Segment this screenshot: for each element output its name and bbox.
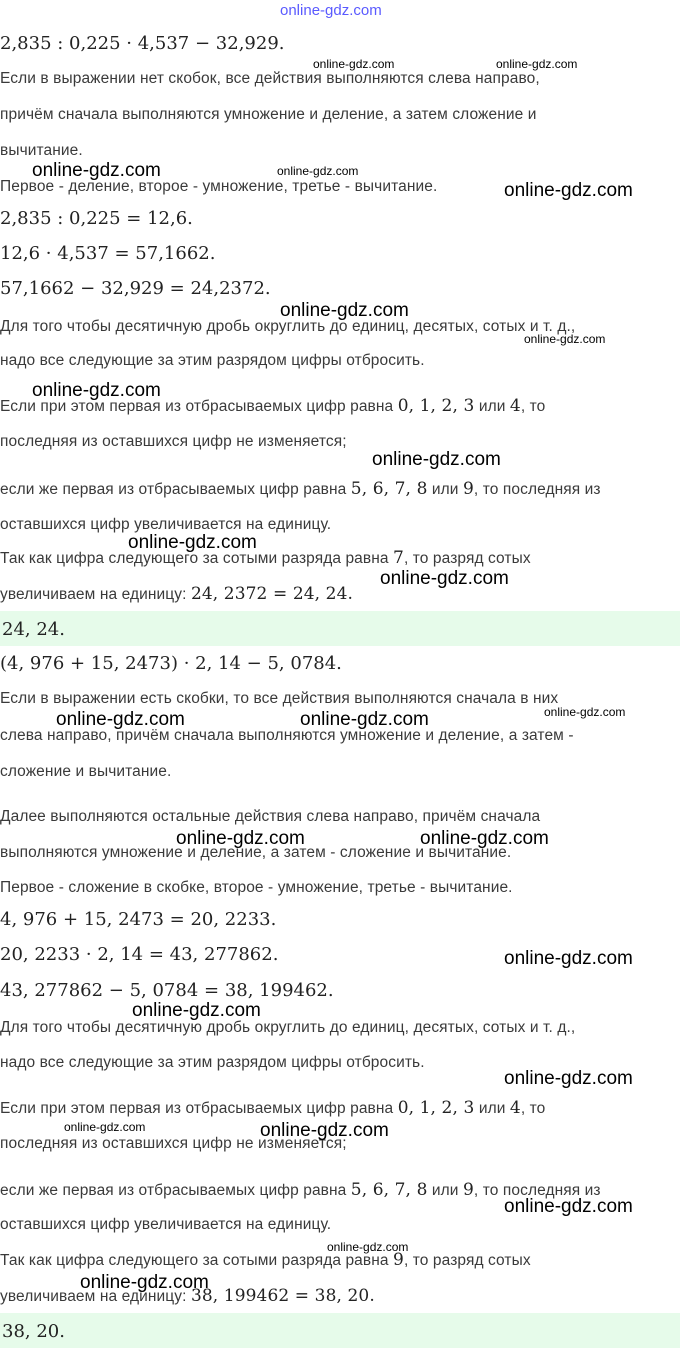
p1-if-post: , то bbox=[520, 398, 546, 415]
p2-since-post: , то разряд сотых bbox=[403, 1252, 531, 1269]
watermark: online-gdz.com bbox=[32, 160, 161, 181]
watermark: online-gdz.com bbox=[176, 828, 305, 849]
p1-since-pre: Так как цифра следующего за сотыми разряда равна bbox=[0, 550, 389, 567]
p1-rule-line2: причём сначала выполняются умножение и деление, а затем сложение и bbox=[0, 106, 537, 123]
p1-step2: 12,6 · 4,537 = 57,1662. bbox=[0, 243, 216, 264]
p2-rule-line3: сложение и вычитание. bbox=[0, 763, 172, 780]
watermark: online-gdz.com bbox=[132, 1000, 261, 1021]
p2-rule-line2: слева направо, причём сначала выполняются умножение и деление, а затем - bbox=[0, 727, 574, 744]
watermark: online-gdz.com bbox=[64, 1120, 146, 1134]
watermark: online-gdz.com bbox=[313, 57, 395, 71]
watermark: online-gdz.com bbox=[524, 332, 606, 346]
p1-rule-line3: вычитание. bbox=[0, 142, 83, 159]
watermark: online-gdz.com bbox=[496, 57, 578, 71]
p1-since2-math: 24, 2372 = 24, 24. bbox=[190, 584, 353, 604]
p2-if-or: или bbox=[478, 1100, 506, 1117]
watermark: online-gdz.com bbox=[380, 568, 509, 589]
watermark: online-gdz.com bbox=[544, 705, 626, 719]
p1-since2-pre: увеличиваем на единицу: bbox=[0, 586, 187, 603]
watermark: online-gdz.com bbox=[504, 1068, 633, 1089]
p1-else-post: , то последняя из bbox=[473, 481, 601, 498]
p2-if-digits: 0, 1, 2, 3 bbox=[397, 1098, 475, 1118]
watermark: online-gdz.com bbox=[260, 1120, 389, 1141]
p1-answer-box bbox=[0, 611, 680, 646]
p1-since-post: , то разряд сотых bbox=[403, 550, 531, 567]
site-header-watermark[interactable]: online-gdz.com bbox=[280, 2, 382, 19]
p2-rule-line1: Если в выражении есть скобки, то все действия выполняются сначала в них bbox=[0, 690, 559, 707]
watermark: online-gdz.com bbox=[300, 709, 429, 730]
p1-round-rule-line2: надо все следующие за этим разрядом цифры отбросить. bbox=[0, 352, 425, 369]
watermark: online-gdz.com bbox=[128, 532, 257, 553]
p2-else-last: 9 bbox=[463, 1180, 474, 1200]
p2-next-line1: Далее выполняются остальные действия слева направо, причём сначала bbox=[0, 808, 541, 825]
p2-round-rule-line2: надо все следующие за этим разрядом цифры отбросить. bbox=[0, 1054, 425, 1071]
p2-since2-math: 38, 199462 = 38, 20. bbox=[190, 1286, 375, 1306]
p1-else-line2: оставшихся цифр увеличивается на единицу. bbox=[0, 516, 332, 533]
p1-else-last: 9 bbox=[463, 479, 474, 499]
watermark: online-gdz.com bbox=[504, 180, 633, 201]
problem1-expression: 2,835 : 0,225 · 4,537 − 32,929. bbox=[0, 33, 285, 54]
p2-order-line: Первое - сложение в скобке, второе - умножение, третье - вычитание. bbox=[0, 879, 513, 896]
p1-else-pre: если же первая из отбрасываемых цифр равна bbox=[0, 481, 347, 498]
p2-else-post: , то последняя из bbox=[473, 1182, 601, 1199]
watermark: online-gdz.com bbox=[327, 1240, 409, 1254]
p1-step3: 57,1662 − 32,929 = 24,2372. bbox=[0, 278, 271, 299]
p1-since-line1 bbox=[0, 550, 531, 567]
p2-next-line2: выполняются умножение и деление, а затем - сложение и вычитание. bbox=[0, 844, 512, 861]
p2-if-post: , то bbox=[520, 1100, 546, 1117]
watermark: online-gdz.com bbox=[32, 380, 161, 401]
p1-since-line2 bbox=[0, 586, 353, 603]
watermark: online-gdz.com bbox=[420, 828, 549, 849]
p2-if-last: 4 bbox=[509, 1098, 521, 1118]
p2-since2-pre: увеличиваем на единицу: bbox=[0, 1288, 187, 1305]
p1-else-or: или bbox=[431, 481, 459, 498]
p2-round-rule-line1: Для того чтобы десятичную дробь округлить до единиц, десятых, сотых и т. д., bbox=[0, 1019, 576, 1036]
watermark: online-gdz.com bbox=[277, 164, 359, 178]
watermark: online-gdz.com bbox=[504, 1196, 633, 1217]
p2-since-pre: Так как цифра следующего за сотыми разряда равна bbox=[0, 1252, 389, 1269]
watermark: online-gdz.com bbox=[56, 709, 185, 730]
p2-since-digit: 9 bbox=[393, 1250, 404, 1270]
p1-step1: 2,835 : 0,225 = 12,6. bbox=[0, 208, 193, 229]
p1-since-digit: 7 bbox=[393, 548, 404, 568]
p2-answer-box bbox=[0, 1313, 680, 1348]
p1-else-digits: 5, 6, 7, 8 bbox=[350, 479, 428, 499]
p2-else-line2: оставшихся цифр увеличивается на единицу. bbox=[0, 1216, 332, 1233]
p2-if-line1 bbox=[0, 1100, 545, 1117]
p2-step1: 4, 976 + 15, 2473 = 20, 2233. bbox=[0, 909, 277, 930]
p1-if-line2: последняя из оставшихся цифр не изменяется; bbox=[0, 433, 347, 450]
problem2-expression: (4, 976 + 15, 2473) · 2, 14 − 5, 0784. bbox=[0, 653, 342, 674]
p1-if-pre: Если при этом первая из отбрасываемых цифр равна bbox=[0, 398, 394, 415]
p1-if-last: 4 bbox=[509, 396, 521, 416]
p1-order-line: Первое - деление, второе - умножение, третье - вычитание. bbox=[0, 178, 438, 195]
p2-since-line1 bbox=[0, 1252, 531, 1269]
p1-round-rule-line1: Для того чтобы десятичную дробь округлить до единиц, десятых, сотых и т. д., bbox=[0, 318, 576, 335]
watermark: online-gdz.com bbox=[280, 300, 409, 321]
p2-else-or: или bbox=[431, 1182, 459, 1199]
p2-if-pre: Если при этом первая из отбрасываемых цифр равна bbox=[0, 1100, 394, 1117]
p1-else-line1 bbox=[0, 481, 601, 498]
p1-rule-line1: Если в выражении нет скобок, все действия выполняются слева направо, bbox=[0, 70, 540, 87]
p1-if-digits: 0, 1, 2, 3 bbox=[397, 396, 475, 416]
p2-answer: 38, 20. bbox=[2, 1321, 65, 1342]
p2-if-line2: последняя из оставшихся цифр не изменяется; bbox=[0, 1135, 347, 1152]
p1-if-or: или bbox=[478, 398, 506, 415]
watermark: online-gdz.com bbox=[372, 449, 501, 470]
p2-else-digits: 5, 6, 7, 8 bbox=[350, 1180, 428, 1200]
watermark: online-gdz.com bbox=[80, 1272, 209, 1293]
p1-answer: 24, 24. bbox=[2, 619, 65, 640]
p2-step2: 20, 2233 · 2, 14 = 43, 277862. bbox=[0, 944, 279, 965]
p2-step3: 43, 277862 − 5, 0784 = 38, 199462. bbox=[0, 980, 334, 1001]
p2-else-pre: если же первая из отбрасываемых цифр равна bbox=[0, 1182, 347, 1199]
watermark: online-gdz.com bbox=[504, 948, 633, 969]
